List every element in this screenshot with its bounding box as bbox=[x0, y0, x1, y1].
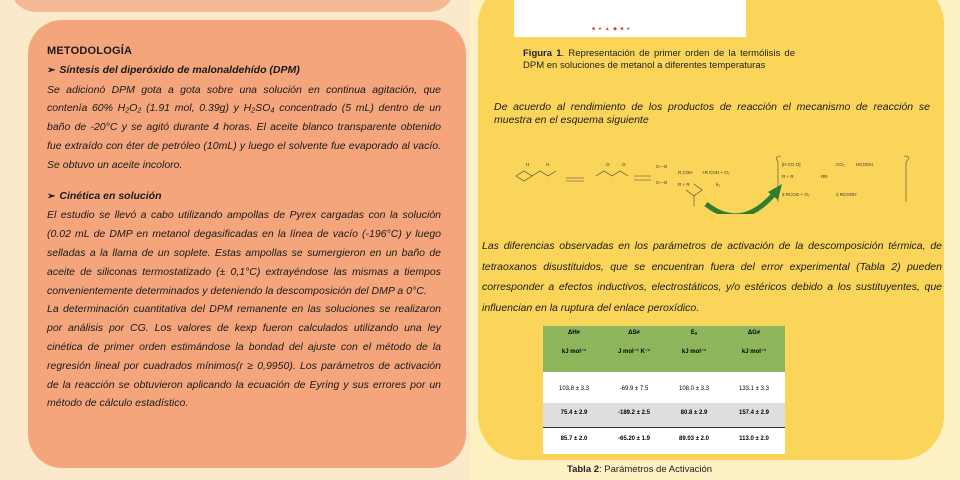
activation-table: ΔH≠ ΔS≠ Eₐ ΔG≠ kJ mol⁻¹ J mol⁻¹ K⁻¹ kJ mol⁻¹ kJ mol⁻¹ 103.8 ± 3.3 -69.9 ± 7.5 108.0 ± 3.3 133.1 ± 3.3 75.4 ± 2.9 -189.2 ± 2.5 80.8 ± 2.9 157.4 ± 2.9 85.7 ± 2.0 -65.20 ± 1.9 89.03 ± 2.0 113.0 ± 2.0 bbox=[543, 326, 785, 454]
table-cell: 75.4 ± 2.9 bbox=[560, 410, 588, 416]
kinetics-text-1: El estudio se llevó a cabo utilizando ampollas de Pyrex cargadas con la solución (0.02 mL de DMP en metanol degasificadas en la línea de vacío (-196°C) y luego selladas a la llama de un soplete. Estas ampollas se sumergieron en un baño de aceite de siliconas termostatizado (± 0,1°C) extrayéndose las mismas a tiempos convenientemente determinados y deteniendo la descomposición del DMP a 0°C. bbox=[47, 209, 441, 297]
header-dh: ΔH≠ bbox=[568, 330, 580, 336]
discussion-text: Las diferencias observadas en los parámetros de activación de la descomposición térmica, de tetraoxanos disustituidos, que se encuentran fuera del error experimental (Tabla 2) pueden corresponder a efectos inductivos, electrostáticos, y/o estéricos debido a los sustituyentes, que influencian en la ruptura del enlace peroxídico. bbox=[482, 240, 942, 314]
svg-text:C—O: C—O bbox=[656, 164, 668, 169]
svg-text:R COH: R COH bbox=[678, 170, 693, 175]
table-cell: 80.8 ± 2.9 bbox=[680, 410, 708, 416]
table-cell: 89.03 ± 2.0 bbox=[679, 436, 709, 442]
synthesis-text: Se adicionó DPM gota a gota sobre una solución en continua agitación, que contenía 60% H₂O₂ (1.91 mol, 0.39g) y H₂SO₄ concentrado (5 mL) dentro de un baño de -20°C y se agitó durante 4 horas. El aceite blanco transparente obtenido fue extraído con éter de petróleo (10mL) y luego el solvente fue evaporado al vacío. Se obtuvo un aceite incoloro. bbox=[47, 83, 441, 171]
svg-text:k₂: k₂ bbox=[716, 182, 720, 187]
figure-1-image bbox=[514, 0, 746, 37]
svg-text:R + R: R + R bbox=[678, 182, 690, 187]
table-cell: 133.1 ± 3.3 bbox=[739, 386, 769, 392]
top-panel bbox=[10, 0, 455, 12]
table-cell: -189.2 ± 2.5 bbox=[618, 410, 650, 416]
section-title: METODOLOGÍA bbox=[47, 45, 133, 57]
svg-text:R + R: R + R bbox=[782, 174, 794, 179]
svg-text:H: H bbox=[546, 162, 550, 167]
mechanism-intro: De acuerdo al rendimiento de los productos de reacción el mecanismo de reacción se muestra en el esquema siguiente bbox=[494, 101, 930, 126]
table-cell: 103.8 ± 3.3 bbox=[559, 386, 589, 392]
header-dg: ΔG≠ bbox=[747, 330, 761, 336]
table-cell: 85.7 ± 2.0 bbox=[560, 436, 588, 442]
table-cell: 108.0 ± 3.3 bbox=[679, 386, 709, 392]
legend-marks: ■ ● ▲ ◆ ■ ● bbox=[592, 26, 631, 32]
svg-text:O: O bbox=[622, 162, 626, 167]
svg-text:3 RCOO + O₂: 3 RCOO + O₂ bbox=[782, 192, 810, 197]
svg-text:O: O bbox=[606, 162, 610, 167]
subsection-synthesis: ➢ Síntesis del diperóxido de malonaldehído (DPM) bbox=[47, 63, 300, 76]
header-ds: ΔS≠ bbox=[628, 330, 640, 336]
table-cell: -65.20 ± 1.9 bbox=[618, 436, 650, 442]
figure-1-caption: Figura 1. Representación de primer orden de la termólisis de DPM en soluciones de metanol a diferentes temperaturas bbox=[523, 48, 795, 71]
kinetics-text-2: La determinación cuantitativa del DPM remanente en las soluciones se realizaron por análisis por CG. Los valores de kexp fueron calculados utilizando una ley cinética de primer orden estimándose la bondad del ajuste con el método de la regresión lineal por cuadrados mínimos(r ≥ 0,9950). Los parámetros de activación de la reacción se obtuvieron aplicando la ecuación de Eyring y sus errores por un método de cálculo estadístico. bbox=[47, 303, 441, 410]
green-curved-arrow bbox=[706, 194, 774, 214]
svg-text:[H CO O]: [H CO O] bbox=[782, 162, 801, 167]
svg-text:C—O: C—O bbox=[656, 180, 668, 185]
svg-text:CO₂: CO₂ bbox=[836, 162, 845, 167]
svg-text:HCOOH: HCOOH bbox=[856, 162, 873, 167]
table-cell: 157.4 ± 2.9 bbox=[739, 410, 769, 416]
arrow-bullet-icon: ➢ bbox=[47, 190, 56, 202]
svg-text:RR: RR bbox=[821, 174, 828, 179]
arrow-bullet-icon: ➢ bbox=[47, 64, 56, 76]
table-2-caption: Tabla 2: Parámetros de Activación bbox=[567, 464, 713, 475]
reaction-scheme bbox=[506, 154, 930, 214]
svg-text:2 RCOOH: 2 RCOOH bbox=[836, 192, 857, 197]
subsection-kinetics: ➢ Cinética en solución bbox=[47, 189, 162, 202]
svg-text:+R COH + O₂: +R COH + O₂ bbox=[702, 170, 730, 175]
svg-text:H: H bbox=[526, 162, 530, 167]
table-cell: 113.0 ± 2.0 bbox=[739, 436, 769, 442]
table-cell: -69.9 ± 7.5 bbox=[619, 386, 649, 392]
header-ea: Eₐ bbox=[690, 330, 698, 336]
methodology-content bbox=[47, 42, 441, 413]
